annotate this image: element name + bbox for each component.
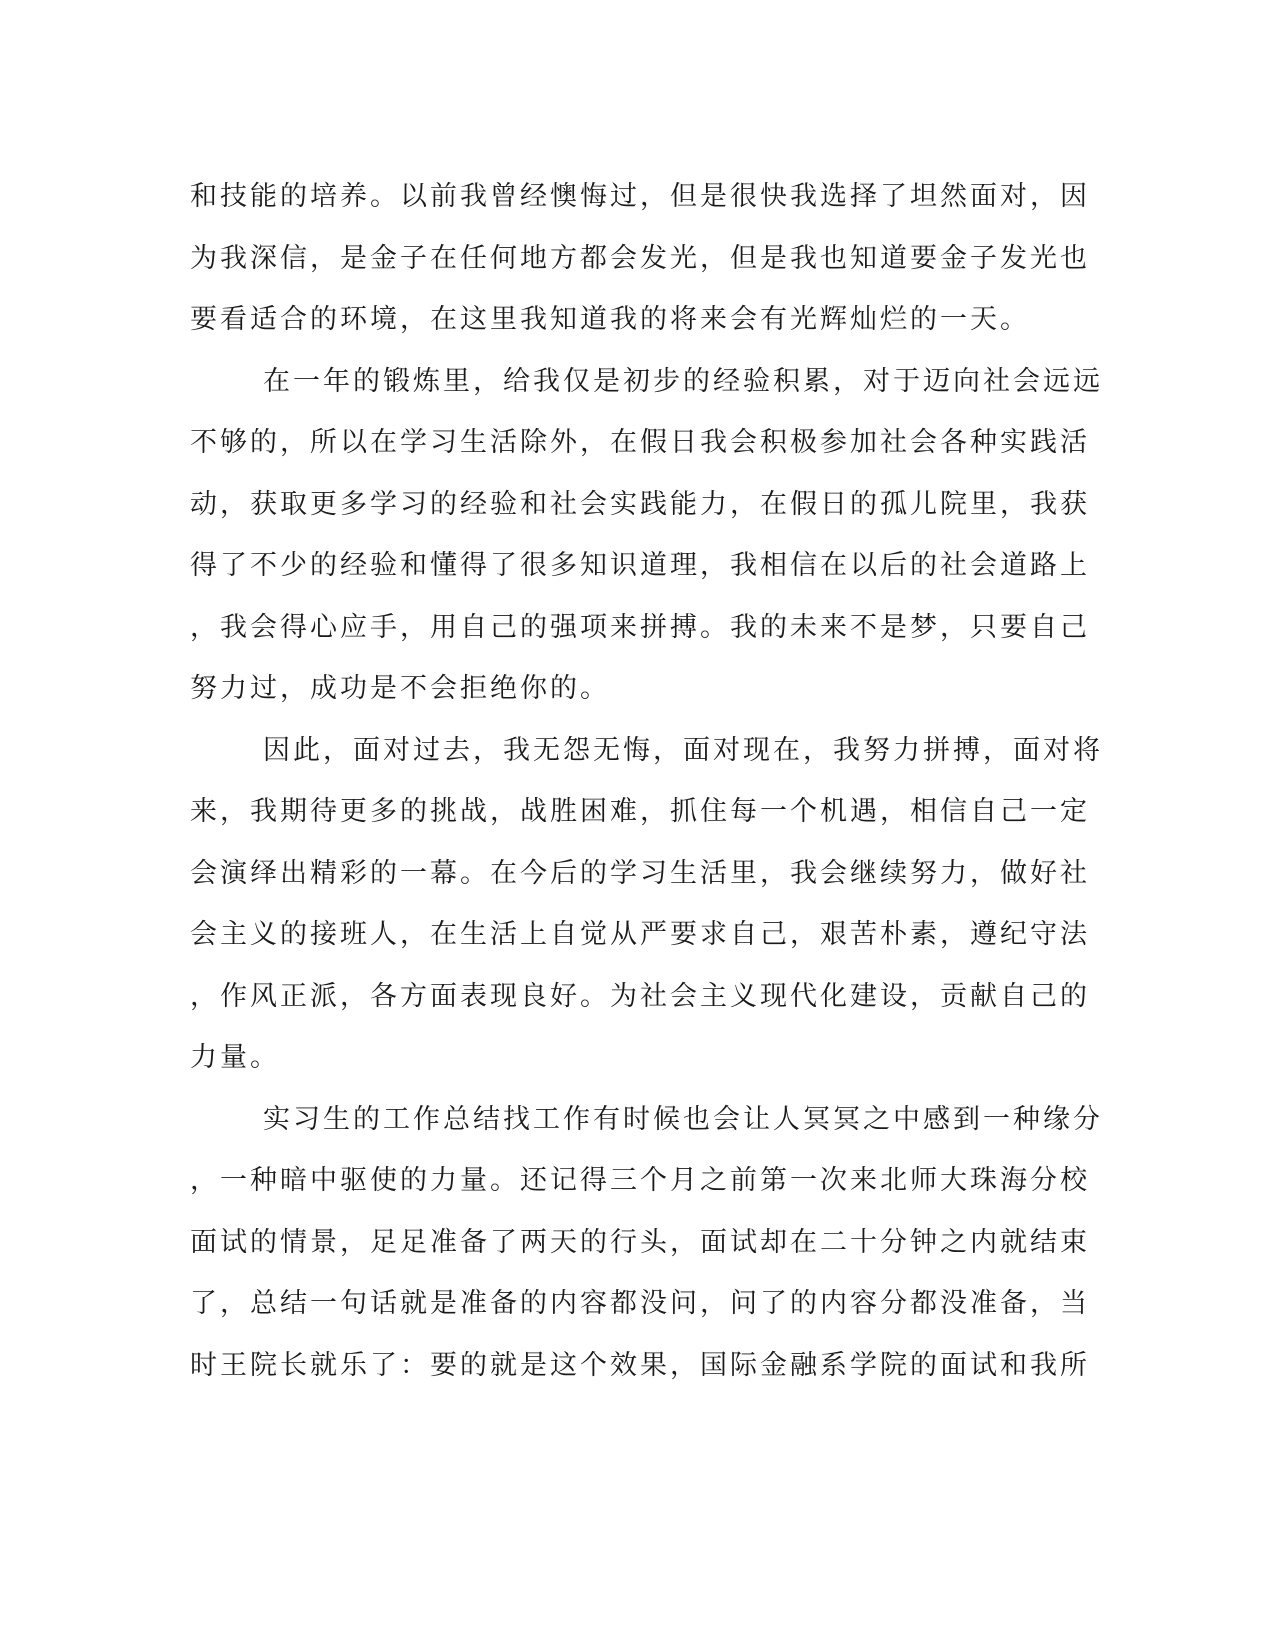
text-line: 得了不少的经验和懂得了很多知识道理，我相信在以后的社会道路上 bbox=[190, 550, 1090, 581]
text-line: 面试的情景，足足准备了两天的行头，面试却在二十分钟之内就结束 bbox=[190, 1226, 1090, 1258]
text-line: 时王院长就乐了：要的就是这个效果，国际金融系学院的面试和我所 bbox=[190, 1349, 1090, 1381]
text-line: 为我深信，是金子在任何地方都会发光，但是我也知道要金子发光也 bbox=[190, 242, 1090, 274]
text-line: ，一种暗中驱使的力量。还记得三个月之前第一次来北师大珠海分校 bbox=[190, 1165, 1090, 1196]
text-line: ，我会得心应手，用自己的强项来拼搏。我的未来不是梦，只要自己 bbox=[190, 611, 1090, 643]
text-line: 会演绎出精彩的一幕。在今后的学习生活里，我会继续努力，做好社 bbox=[190, 857, 1090, 889]
text-line: 力量。 bbox=[190, 1042, 280, 1073]
text-line: 会主义的接班人，在生活上自觉从严要求自己，艰苦朴素，遵纪守法 bbox=[190, 919, 1090, 950]
text-line: 和技能的培养。以前我曾经懊悔过，但是很快我选择了坦然面对，因 bbox=[190, 181, 1090, 212]
text-line: 要看适合的环境，在这里我知道我的将来会有光辉灿烂的一天。 bbox=[190, 304, 1030, 335]
text-line: 努力过，成功是不会拒绝你的。 bbox=[190, 673, 610, 704]
text-line: 了，总结一句话就是准备的内容都没问，问了的内容分都没准备，当 bbox=[190, 1288, 1090, 1319]
text-line: 来，我期待更多的挑战，战胜困难，抓住每一个机遇，相信自己一定 bbox=[190, 796, 1090, 827]
text-line: 动，获取更多学习的经验和社会实践能力，在假日的孤儿院里，我获 bbox=[190, 488, 1090, 520]
paragraph-start-line: 实习生的工作总结找工作有时候也会让人冥冥之中感到一种缘分 bbox=[263, 1103, 1103, 1135]
document-body bbox=[190, 166, 1103, 1396]
text-line: ，作风正派，各方面表现良好。为社会主义现代化建设，贡献自己的 bbox=[190, 980, 1090, 1012]
text-line: 不够的，所以在学习生活除外，在假日我会积极参加社会各种实践活 bbox=[190, 427, 1090, 458]
paragraph-start-line: 在一年的锻炼里，给我仅是初步的经验积累，对于迈向社会远远 bbox=[263, 365, 1103, 397]
paragraph-start-line: 因此，面对过去，我无怨无悔，面对现在，我努力拼搏，面对将 bbox=[263, 734, 1103, 766]
